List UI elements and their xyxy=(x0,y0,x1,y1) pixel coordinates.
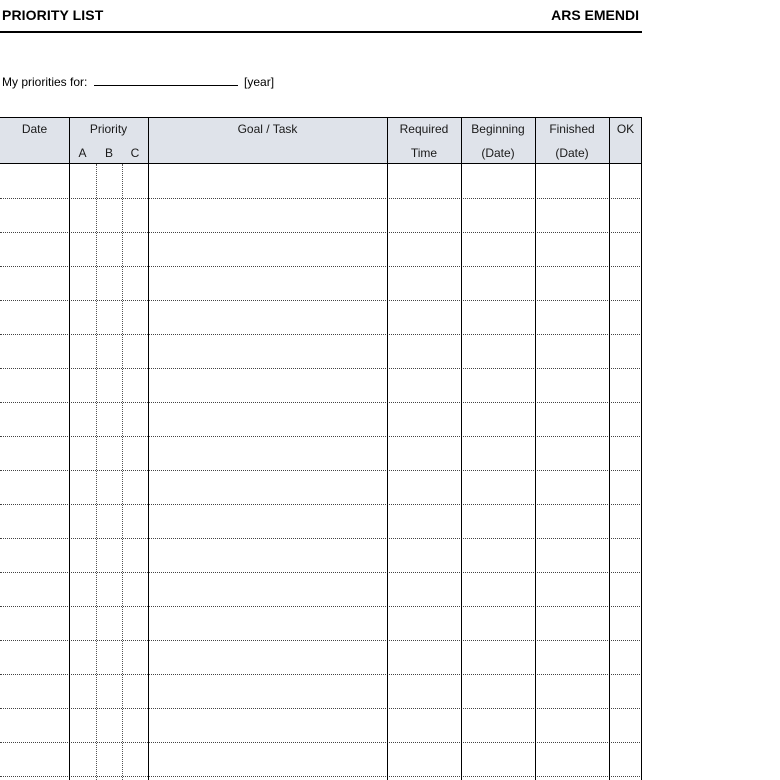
header-rule xyxy=(0,31,642,33)
divider-finished xyxy=(609,117,610,780)
divider-priority-ab xyxy=(96,164,97,780)
col-required-header: Required xyxy=(399,122,449,136)
divider-priority-bc xyxy=(122,164,123,780)
divider-date xyxy=(69,117,70,780)
page-title: PRIORITY LIST xyxy=(2,7,104,23)
col-beginning-subheader: (Date) xyxy=(481,146,515,160)
col-beginning-header: Beginning xyxy=(471,122,525,136)
col-required-subheader: Time xyxy=(410,146,438,160)
priorities-suffix: [year] xyxy=(244,75,275,89)
col-finished-subheader: (Date) xyxy=(555,146,589,160)
col-priority-header: Priority xyxy=(89,122,128,136)
brand-name: ARS EMENDI xyxy=(551,7,639,23)
col-priority-c: C xyxy=(130,146,140,160)
col-priority-a: A xyxy=(78,146,87,160)
col-goal-header: Goal / Task xyxy=(237,122,298,136)
priority-table xyxy=(0,117,642,780)
col-priority-b: B xyxy=(104,146,113,160)
col-date-header: Date xyxy=(21,122,48,136)
col-finished-header: Finished xyxy=(549,122,595,136)
divider-goal xyxy=(387,117,388,780)
col-ok-header: OK xyxy=(616,122,635,136)
divider-required xyxy=(461,117,462,780)
divider-beginning xyxy=(535,117,536,780)
priorities-label: My priorities for: xyxy=(2,75,88,89)
divider-right-edge xyxy=(641,117,642,780)
divider-priority xyxy=(148,117,149,780)
priorities-line xyxy=(2,74,274,89)
year-input-blank[interactable] xyxy=(94,74,238,86)
